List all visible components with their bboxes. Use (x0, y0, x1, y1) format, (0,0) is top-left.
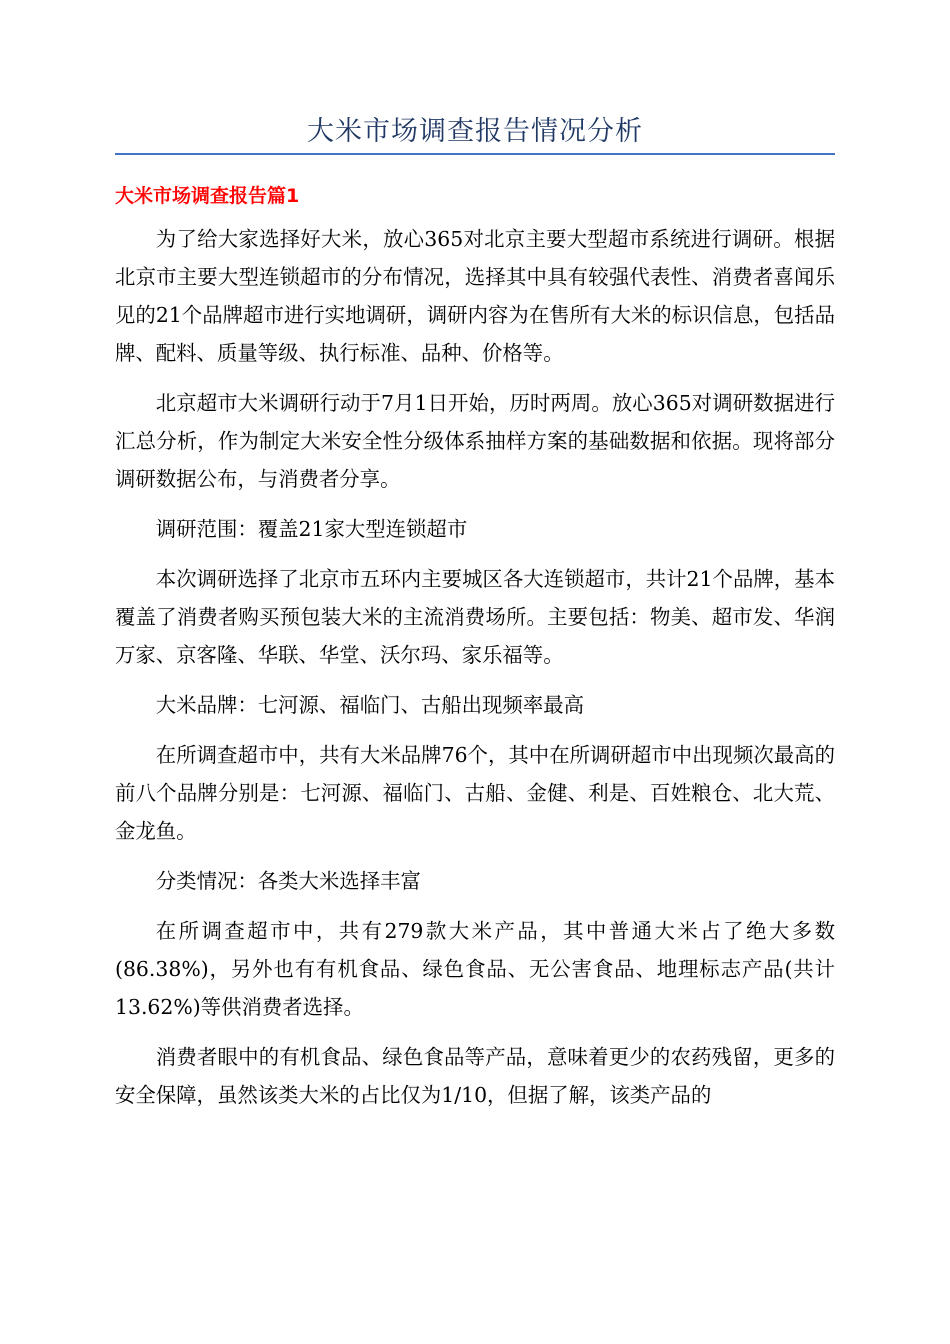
paragraph: 在所调查超市中，共有279款大米产品，其中普通大米占了绝大多数(86.38%)，另外也有有机食品、绿色食品、无公害食品、地理标志产品(共计13.62%)等供消费者选择。 (115, 919, 835, 1019)
paragraph: 分类情况：各类大米选择丰富 (155, 869, 421, 893)
title-underline (115, 153, 835, 155)
paragraph: 在所调查超市中，共有大米品牌76个，其中在所调研超市中出现频次最高的前八个品牌分别是：七河源、福临门、古船、金健、利是、百姓粮仓、北大荒、金龙鱼。 (115, 743, 835, 843)
document-body (115, 220, 835, 1126)
paragraph: 为了给大家选择好大米，放心365对北京主要大型超市系统进行调研。根据北京市主要大型连锁超市的分布情况，选择其中具有较强代表性、消费者喜闻乐见的21个品牌超市进行实地调研，调研内容为在售所有大米的标识信息，包括品牌、配料、质量等级、执行标准、品种、价格等。 (115, 227, 835, 365)
section-heading: 大米市场调查报告篇1 (115, 185, 300, 207)
paragraph: 消费者眼中的有机食品、绿色食品等产品，意味着更少的农药残留，更多的安全保障，虽然该类大米的占比仅为1/10，但据了解，该类产品的 (115, 1045, 835, 1107)
paragraph: 调研范围：覆盖21家大型连锁超市 (155, 517, 468, 541)
paragraph: 大米品牌：七河源、福临门、古船出现频率最高 (155, 693, 584, 717)
paragraph: 北京超市大米调研行动于7月1日开始，历时两周。放心365对调研数据进行汇总分析，作为制定大米安全性分级体系抽样方案的基础数据和依据。现将部分调研数据公布，与消费者分享。 (115, 391, 835, 491)
paragraph: 本次调研选择了北京市五环内主要城区各大连锁超市，共计21个品牌，基本覆盖了消费者购买预包装大米的主流消费场所。主要包括：物美、超市发、华润万家、京客隆、华联、华堂、沃尔玛、家乐福等。 (115, 567, 835, 667)
document-title: 大米市场调查报告情况分析 (307, 116, 643, 147)
